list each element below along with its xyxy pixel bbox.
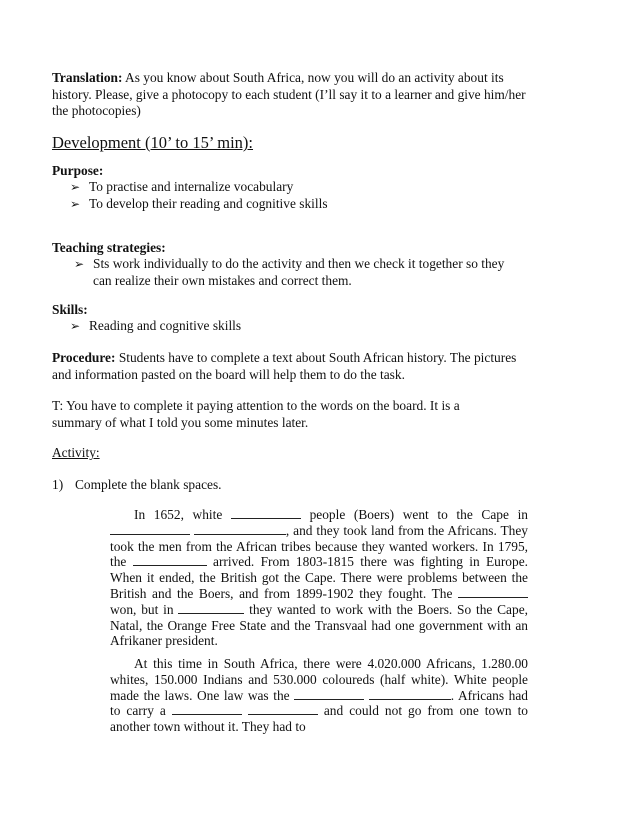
paragraph-text: people (Boers) went to the Cape in (300, 507, 528, 522)
purpose-item-text: To develop their reading and cognitive skills (89, 195, 328, 211)
history-paragraph-2 (110, 656, 528, 735)
paragraph-text: , and they took land from the Africans. They took the men from the African tribes because they wanted workers. In 1795, the (110, 522, 529, 570)
activity-heading-text: Activity: (52, 445, 100, 460)
blank-space[interactable] (369, 689, 451, 700)
purpose-item (70, 196, 530, 213)
paragraph-text: won, but in (110, 601, 179, 617)
teaching-item-text: Sts work individually to do the activity and then we check it together so they can realize their own mistakes and correct them. (93, 256, 505, 288)
paragraph-text: At this time in South Africa, there were 4.020.000 Africans, 1.280.00 whites, 150.000 Indians and 530.000 coloureds (half white). White people made the laws. One law was the (110, 656, 528, 703)
procedure-text: Students have to complete a text about South African history. The pictures and information pasted on the board will help them to do the task. (52, 350, 517, 382)
blank-space[interactable] (231, 508, 301, 519)
development-heading-text: Development (10’ to 15’ min): (52, 133, 254, 152)
blank-space[interactable] (172, 704, 242, 715)
exercise-instruction: Complete the blank spaces. (75, 477, 222, 492)
paragraph-text: In 1652, white (134, 507, 231, 522)
history-paragraph-1 (110, 507, 528, 649)
arrow-bullet-icon: ➢ (70, 180, 81, 194)
translation-label: Translation: (52, 70, 123, 85)
paragraph-text: . Africans had to carry a (110, 687, 528, 719)
skills-list (70, 318, 530, 335)
blank-space[interactable] (294, 689, 364, 700)
purpose-item-text: To practise and internalize vocabulary (89, 179, 294, 194)
activity-heading (52, 445, 532, 462)
blank-space[interactable] (110, 524, 190, 535)
exercise-number: 1) (52, 477, 64, 492)
blank-space[interactable] (458, 587, 528, 598)
blank-space[interactable] (133, 555, 207, 566)
purpose-label: Purpose: (52, 163, 104, 178)
paragraph-text: arrived. From 1803-1815 there was fighting in Europe. When it ended, the British got the Cape. There were problems between the British and the Boers, and from 1899-1902 they fought. The (110, 554, 528, 601)
translation-text: As you know about South Africa, now you will do an activity about its history. Please, give a photocopy to each student (I’ll say it to a learner and give him/her the photocopies) (52, 70, 526, 118)
blank-space[interactable] (178, 603, 244, 614)
blank-space[interactable] (248, 704, 318, 715)
skills-item (70, 318, 530, 335)
paragraph-text: they wanted to work with the Boers. So the Cape, Natal, the Orange Free State and the Transvaal had one government with an Afrikaner president. (110, 601, 528, 649)
blank-space[interactable] (194, 524, 286, 535)
procedure-label: Procedure: (52, 350, 116, 365)
arrow-bullet-icon: ➢ (70, 319, 81, 333)
paragraph-text: and could not go from one town to another town without it. They had to (110, 703, 528, 735)
teaching-strategies-label: Teaching strategies: (52, 240, 166, 255)
arrow-bullet-icon: ➢ (70, 196, 81, 211)
procedure-paragraph (52, 350, 522, 383)
skills-label: Skills: (52, 302, 88, 317)
arrow-bullet-icon: ➢ (74, 257, 85, 271)
skills-item-text: Reading and cognitive skills (89, 318, 242, 333)
teacher-instruction: T: You have to complete it paying attention to the words on the board. It is a summary of what I told you some minutes later. (52, 398, 460, 430)
purpose-item (70, 179, 530, 196)
teaching-item (74, 256, 514, 289)
development-heading (52, 133, 532, 153)
purpose-list (70, 179, 530, 212)
translation-paragraph (52, 70, 532, 120)
teaching-strategies-list (74, 256, 514, 289)
